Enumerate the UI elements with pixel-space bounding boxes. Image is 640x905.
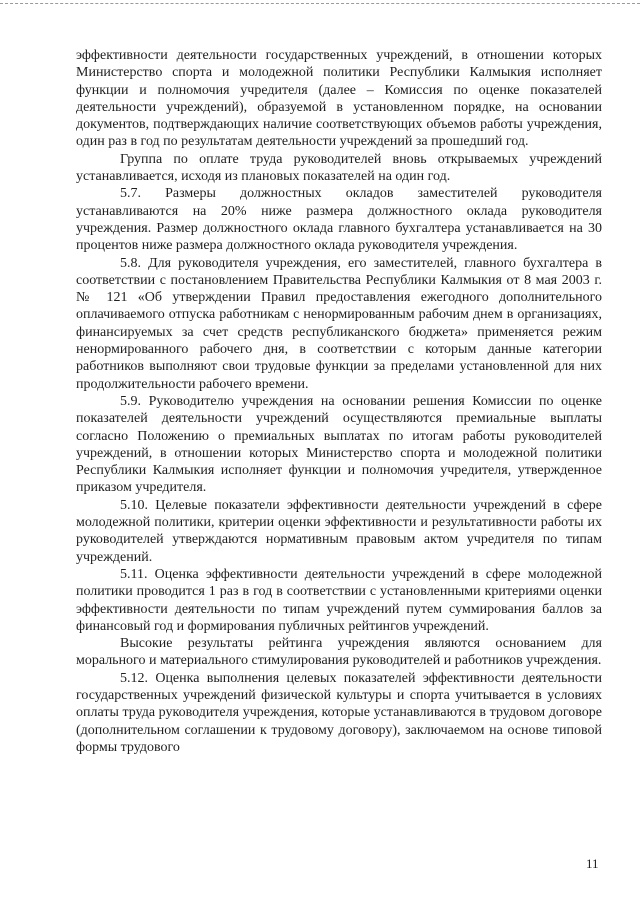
- paragraph-5-12: 5.12. Оценка выполнения целевых показателей эффективности деятельности государственных учреждений физической культуры и спорта учитывается в условиях оплаты труда руководителя учреждения, которые устанавливаются в трудовом договоре (дополнительном соглашении к трудовому договору), заключаемом на основе типовой формы трудового: [76, 670, 602, 755]
- paragraph-rating-results: Высокие результаты рейтинга учреждения являются основанием для морального и материального стимулирования руководителей и работников учреждения.: [76, 636, 602, 669]
- paragraph-5-11: 5.11. Оценка эффективности деятельности учреждений в сфере молодежной политики проводится 1 раз в год в соответствии с установленными критериями оценки эффективности деятельности по типам учреждений путем суммирования баллов за финансовый год и формирования публичных рейтингов учреждений.: [76, 566, 602, 634]
- document-body: [76, 47, 602, 756]
- paragraph-5-9: 5.9. Руководителю учреждения на основании решения Комиссии по оценке показателей деятельности учреждений осуществляются премиальные выплаты согласно Положению о премиальных выплатах по итогам работы руководителей учреждений, в отношении которых Министерство спорта и молодежной политики Республики Калмыкия исполняет функции и полномочия учредителя, утвержденное приказом учредителя.: [76, 393, 602, 496]
- paragraph-5-7: 5.7. Размеры должностных окладов заместителей руководителя устанавливаются на 20% ниже размера должностного оклада руководителя учреждения. Размер должностного оклада главного бухгалтера устанавливается на 30 процентов ниже размера должностного оклада руководителя учреждения.: [76, 186, 602, 254]
- paragraph-5-8: 5.8. Для руководителя учреждения, его заместителей, главного бухгалтера в соответствии с постановлением Правительства Республики Калмыкия от 8 мая 2003 г. № 121 «Об утверждении Правил предоставления ежегодного дополнительного оплачиваемого отпуска работникам с ненормированным рабочим днем в организациях, финансируемых за счет средств республиканского бюджета» применяется режим ненормированного рабочего дня, в соответствии с которым данные категории работников выполняют свои трудовые функции за пределами установленной для них продолжительности рабочего времени.: [76, 255, 602, 392]
- paragraph-new-institutions-group: Группа по оплате труда руководителей вновь открываемых учреждений устанавливается, исходя из плановых показателей на один год.: [76, 151, 602, 185]
- paragraph-commission-continuation: эффективности деятельности государственных учреждений, в отношении которых Министерство спорта и молодежной политики Республики Калмыкия исполняет функции и полномочия учредителя (далее – Комиссия по оценке показателей деятельности учреждений), образуемой в установленном порядке, на основании документов, подтверждающих наличие соответствующих объемов работы учреждения, один раз в год по результатам деятельности учреждений за прошедший год.: [76, 48, 602, 150]
- scan-top-edge: [0, 3, 640, 4]
- page-number: 11: [586, 856, 599, 871]
- paragraph-5-10: 5.10. Целевые показатели эффективности деятельности учреждений в сфере молодежной политики, критерии оценки эффективности и результативности работы их руководителей утверждаются нормативным правовым актом учредителя по типам учреждений.: [76, 497, 602, 565]
